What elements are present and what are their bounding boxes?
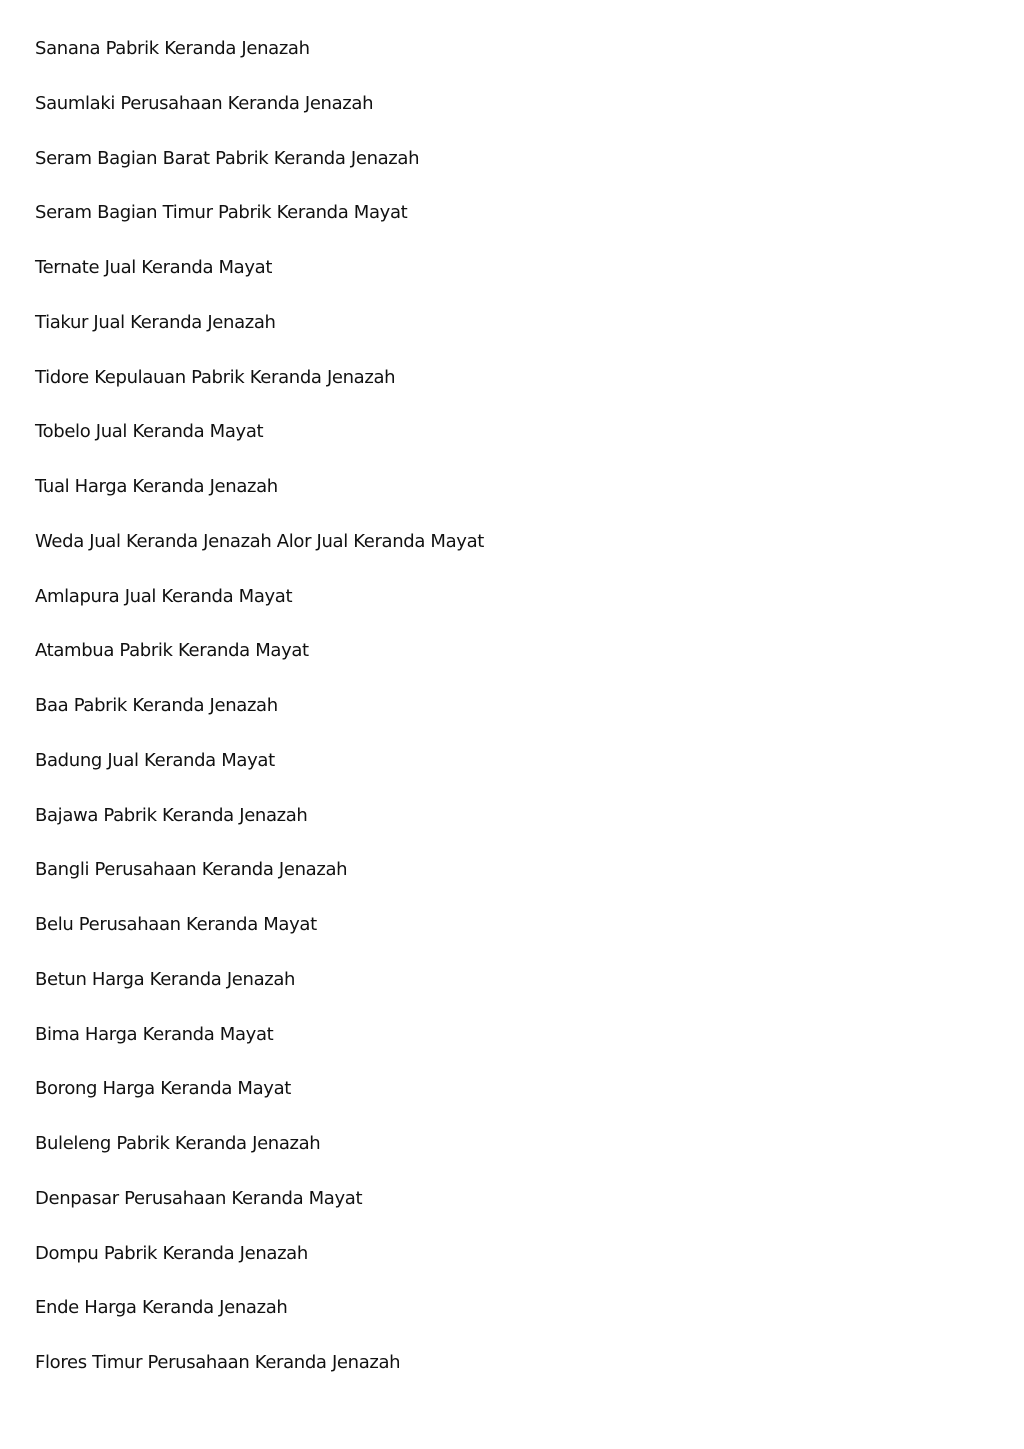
list-item: Bajawa Pabrik Keranda Jenazah <box>35 804 308 826</box>
list-item: Flores Timur Perusahaan Keranda Jenazah <box>35 1352 401 1373</box>
list-item: Belu Perusahaan Keranda Mayat <box>35 914 317 935</box>
list-item: Seram Bagian Timur Pabrik Keranda Mayat <box>35 202 408 224</box>
list-item: Ternate Jual Keranda Mayat <box>35 257 273 278</box>
list-item: Borong Harga Keranda Mayat <box>35 1078 291 1100</box>
list-item: Denpasar Perusahaan Keranda Mayat <box>35 1187 363 1209</box>
list-item: Bangli Perusahaan Keranda Jenazah <box>35 859 348 881</box>
location-list <box>35 36 995 1405</box>
list-item: Weda Jual Keranda Jenazah Alor Jual Keranda Mayat <box>35 530 484 552</box>
list-item: Seram Bagian Barat Pabrik Keranda Jenazah <box>35 147 420 169</box>
list-item: Tiakur Jual Keranda Jenazah <box>35 311 276 333</box>
list-item: Betun Harga Keranda Jenazah <box>35 968 296 990</box>
list-item: Baa Pabrik Keranda Jenazah <box>35 695 278 716</box>
list-item: Tual Harga Keranda Jenazah <box>35 476 278 497</box>
list-item: Saumlaki Perusahaan Keranda Jenazah <box>35 92 374 114</box>
list-item: Tobelo Jual Keranda Mayat <box>35 421 264 443</box>
list-item: Badung Jual Keranda Mayat <box>35 749 275 771</box>
list-item: Bima Harga Keranda Mayat <box>35 1023 274 1045</box>
list-item: Atambua Pabrik Keranda Mayat <box>35 640 309 662</box>
list-item: Dompu Pabrik Keranda Jenazah <box>35 1242 308 1264</box>
list-item: Buleleng Pabrik Keranda Jenazah <box>35 1133 321 1154</box>
list-item: Ende Harga Keranda Jenazah <box>35 1297 288 1319</box>
list-item: Amlapura Jual Keranda Mayat <box>35 585 293 607</box>
list-item: Tidore Kepulauan Pabrik Keranda Jenazah <box>35 366 396 388</box>
list-item: Sanana Pabrik Keranda Jenazah <box>35 38 310 59</box>
